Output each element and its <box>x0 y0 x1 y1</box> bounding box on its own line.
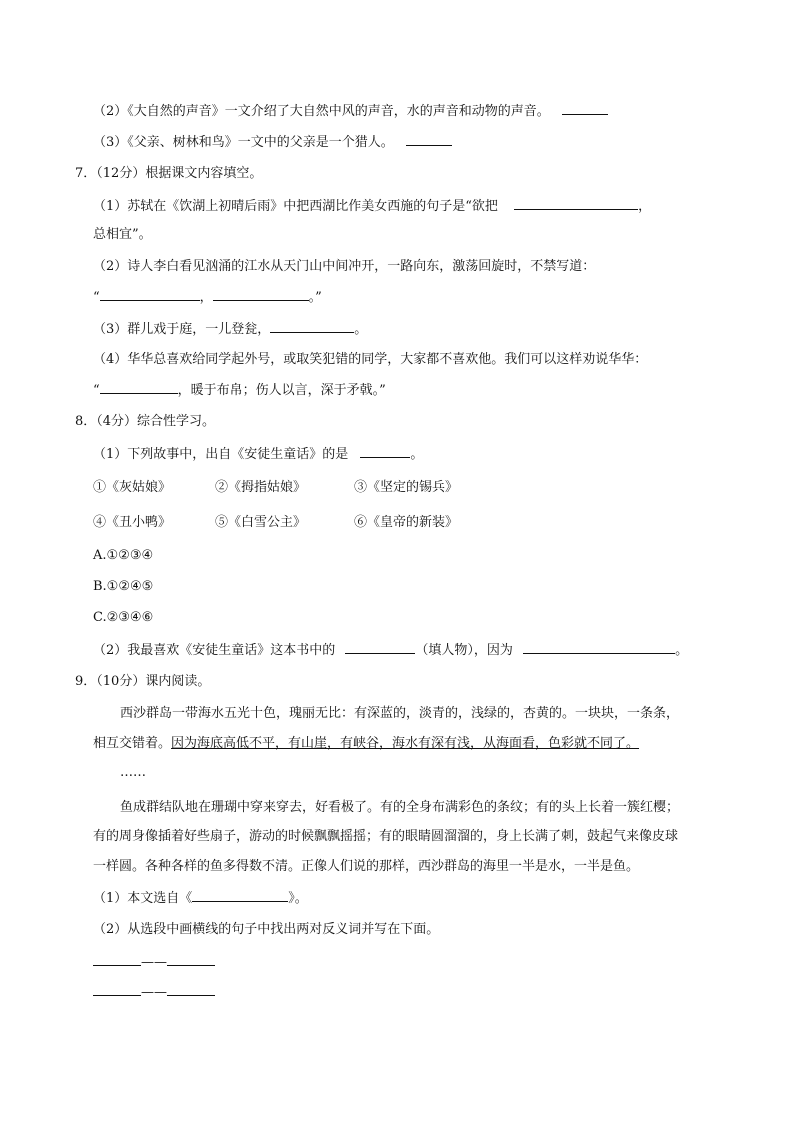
q9-item1 <box>93 889 308 908</box>
q9-p2-line1-text: 鱼成群结队地在珊瑚中穿来穿去，好看极了。有的全身布满彩色的条纹；有的头上长着一簇红樱； <box>120 800 680 815</box>
q7-item1-text: （1）苏轼在《饮湖上初晴后雨》中把西湖比作美女西施的句子是“欲把 <box>93 199 498 214</box>
q9-item2 <box>93 921 439 939</box>
q9-ellipsis-text: …… <box>120 765 146 780</box>
q7-item4-text: （4）华华总喜欢给同学起外号，或取笑犯错的同学，大家都不喜欢他。我们可以这样劝说华华： <box>93 352 648 367</box>
q7-item4-blank[interactable] <box>100 381 178 394</box>
q7-item4-rest: ，暖于布帛；伤人以言，深于矛戟。” <box>177 383 386 398</box>
q8-option-3-wrap <box>354 479 458 497</box>
q7-item1-comma: ， <box>638 199 652 214</box>
q8-option-4: ④《丑小鸭》 <box>93 515 172 530</box>
q8-option-6-wrap <box>354 514 458 532</box>
q6-item2-text: （2）《大自然的声音》一文介绍了大自然中风的声音，水的声音和动物的声音。 <box>93 104 550 119</box>
q9-passage-p2-line2 <box>93 828 678 846</box>
q7-item2-comma: ， <box>199 290 213 305</box>
q7-item2-open-quote: “ <box>93 290 100 305</box>
q8-item1-end: 。 <box>410 447 424 462</box>
q8-item1-text: （1）下列故事中，出自《安徒生童话》的是 <box>93 447 349 462</box>
q8-choice-a[interactable] <box>93 547 153 565</box>
q9-antonym-2-dash: —— <box>141 985 167 1000</box>
q8-option-2: ②《拇指姑娘》 <box>215 480 307 495</box>
q7-item2-blank-1[interactable] <box>100 288 200 301</box>
q8-option-5: ⑤《白雪公主》 <box>215 515 307 530</box>
q9-ellipsis <box>120 764 146 782</box>
q9-p1-line1-text: 西沙群岛一带海水五光十色，瑰丽无比：有深蓝的，淡青的，浅绿的，杏黄的。一块块，一条条， <box>120 706 680 721</box>
q8-item2 <box>93 641 688 660</box>
q9-antonym-1-dash: —— <box>141 955 167 970</box>
q8-option-3: ③《坚定的锡兵》 <box>354 480 459 495</box>
q8-option-1: ①《灰姑娘》 <box>93 480 172 495</box>
q9-underlined-sentence: 因为海底高低不平，有山崖，有峡谷，海水有深有浅，从海面看，色彩就不同了。 <box>171 736 640 751</box>
q8-option-2-wrap <box>215 479 306 497</box>
q9-passage-p2-line1 <box>120 799 679 817</box>
q8-item2-blank-2[interactable] <box>523 641 675 654</box>
q9-antonym-2a-blank[interactable] <box>93 983 141 996</box>
q7-item4-open-quote: “ <box>93 383 100 398</box>
q9-antonym-pair-1 <box>93 953 215 972</box>
q8-choice-a-text: A.①②③④ <box>93 548 154 563</box>
q9-antonym-pair-2 <box>93 983 215 1002</box>
q9-passage-p1-line2 <box>93 735 639 753</box>
q7-item4 <box>93 351 647 369</box>
q8-choice-b[interactable] <box>93 578 153 596</box>
q8-header <box>75 413 215 431</box>
q8-item2-blank-1[interactable] <box>345 641 415 654</box>
q8-item2-end: 。 <box>675 643 689 658</box>
q6-item3-text: （3）《父亲、树林和鸟》一文中的父亲是一个猎人。 <box>93 135 394 150</box>
q9-p1-line2-plain: 相互交错着。 <box>93 736 172 751</box>
q9-item1-blank[interactable] <box>192 889 288 902</box>
q7-item2-close-quote: 。” <box>308 290 322 305</box>
q7-item2-blank-2[interactable] <box>213 288 309 301</box>
q7-item2-text: （2）诗人李白看见汹涌的江水从天门山中间冲开，一路向东，激荡回旋时，不禁写道： <box>93 259 596 274</box>
q9-antonym-2b-blank[interactable] <box>167 983 215 996</box>
q9-passage-p2-line3 <box>93 858 639 876</box>
q7-item4-cont <box>93 381 386 400</box>
q8-option-6: ⑥《皇帝的新装》 <box>354 515 459 530</box>
q8-choice-c-text: C.②③④⑥ <box>93 610 154 625</box>
q9-p2-line3-text: 一样圆。各种各样的鱼多得数不清。正像人们说的那样，西沙群岛的海里一半是水，一半是鱼。 <box>93 859 640 874</box>
q7-item3-end: 。 <box>354 322 368 337</box>
q9-item1-end: 》。 <box>288 891 308 906</box>
q8-options-row2 <box>93 514 171 532</box>
q9-p2-line2-text: 有的周身像插着好些扇子，游动的时候飘飘摇摇；有的眼睛圆溜溜的，身上长满了刺，鼓起气来像皮球 <box>93 829 679 844</box>
q8-item2-mid: （填人物），因为 <box>415 643 513 658</box>
q9-antonym-1b-blank[interactable] <box>167 953 215 966</box>
q6-item3-blank[interactable] <box>406 133 452 146</box>
q6-item3 <box>93 133 452 152</box>
q7-item3-blank[interactable] <box>270 320 354 333</box>
q8-choice-b-text: B.①②④⑤ <box>93 579 154 594</box>
q8-item1-blank[interactable] <box>360 445 410 458</box>
q9-passage-p1-line1 <box>120 705 679 723</box>
q9-header-text: 9．（10分）课内阅读。 <box>75 674 211 689</box>
q7-item2 <box>93 258 595 276</box>
q7-item3 <box>93 320 367 339</box>
q9-header <box>75 673 210 691</box>
q7-header-text: 7．（12分）根据课文内容填空。 <box>75 166 263 181</box>
q8-item2-text: （2）我最喜欢《安徒生童话》这本书中的 <box>93 643 336 658</box>
q7-item1-cont <box>93 226 152 244</box>
q7-item3-text: （3）群儿戏于庭，一儿登瓮， <box>93 322 271 337</box>
q8-choice-c[interactable] <box>93 609 153 627</box>
q7-item2-blanks <box>93 288 322 307</box>
q6-item2 <box>93 102 608 121</box>
q7-item1 <box>93 197 651 216</box>
q7-item1-blank[interactable] <box>514 197 638 210</box>
q6-item2-blank[interactable] <box>562 102 608 115</box>
q9-antonym-1a-blank[interactable] <box>93 953 141 966</box>
q9-item1-text: （1）本文选自《 <box>93 891 193 906</box>
q7-item1-cont-text: 总相宜”。 <box>93 227 152 242</box>
q8-header-text: 8．（4分）综合性学习。 <box>75 414 216 429</box>
q9-item2-text: （2）从选段中画横线的句子中找出两对反义词并写在下面。 <box>93 922 440 937</box>
q8-option-5-wrap <box>215 514 306 532</box>
q7-header <box>75 165 262 183</box>
q8-item1 <box>93 445 423 464</box>
q8-options-row1 <box>93 479 171 497</box>
